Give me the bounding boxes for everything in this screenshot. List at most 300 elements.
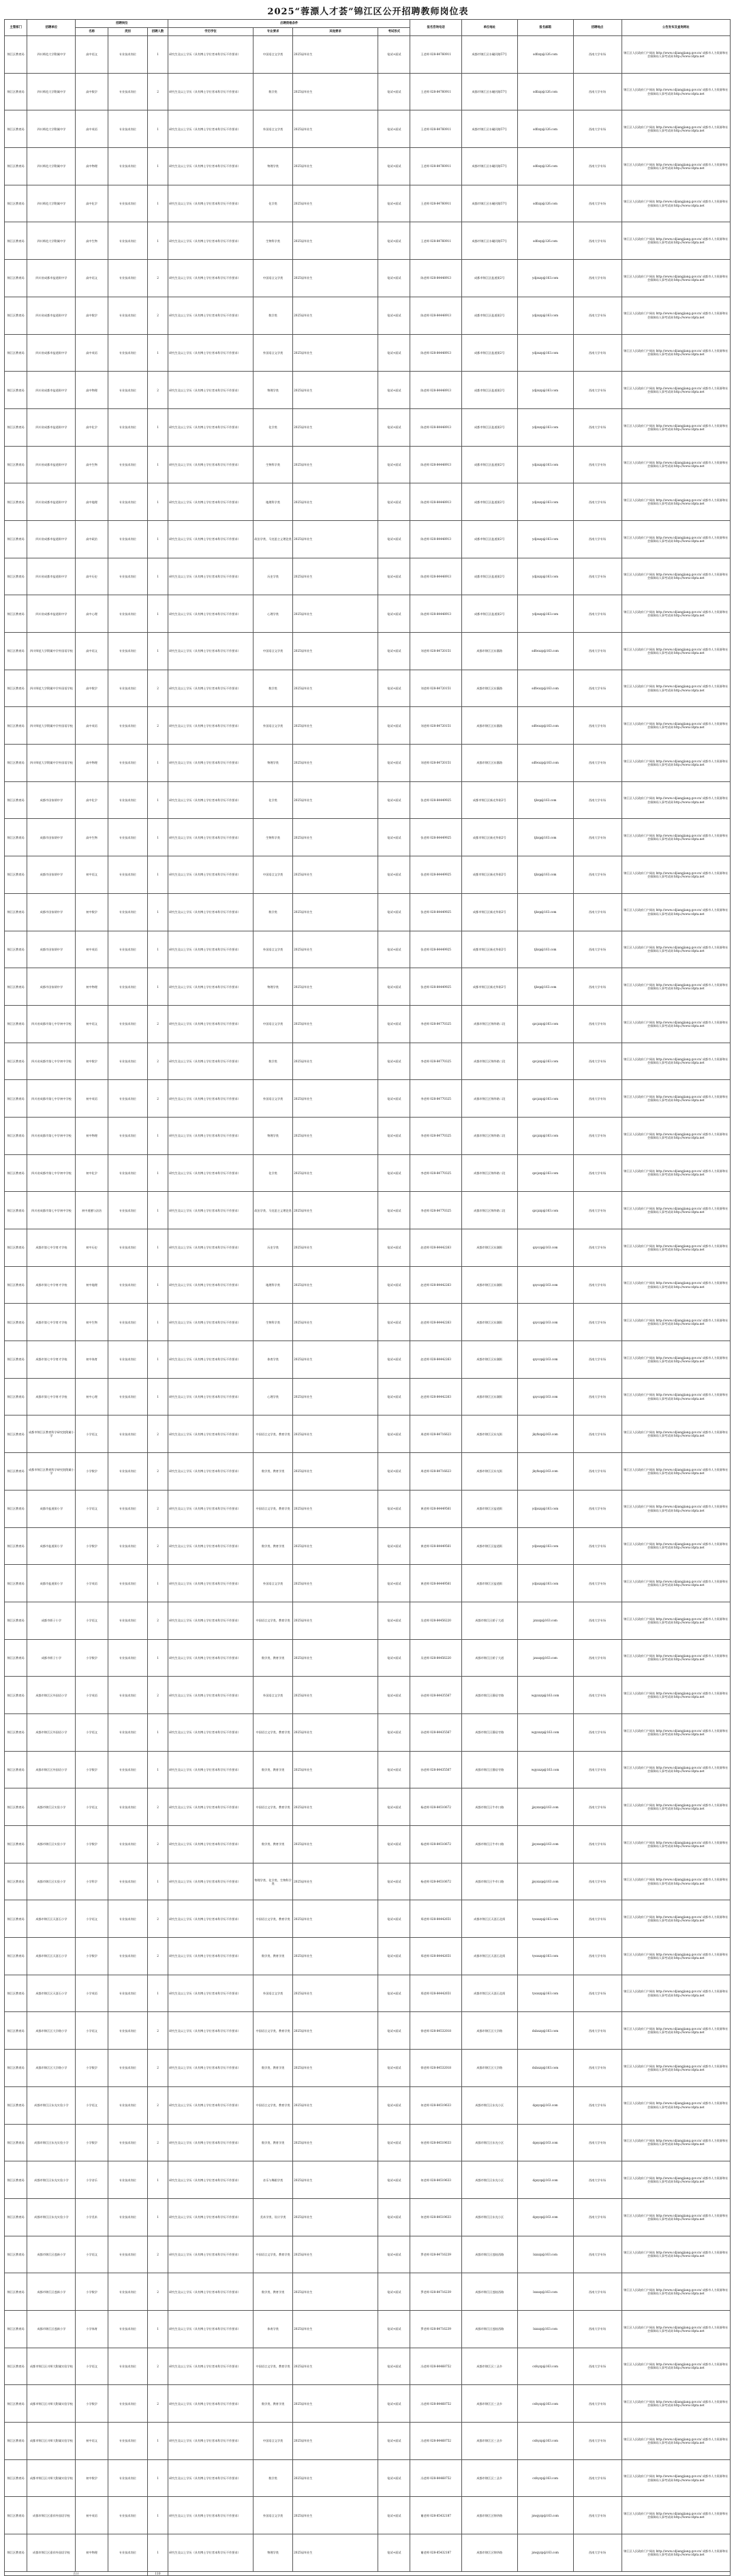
contact-cell: 郑老师 028-84442651 [410, 1938, 461, 1975]
exam-cell: 笔试+面试 [378, 36, 410, 74]
dept-cell: 锦江区教育局 [5, 2273, 27, 2311]
place-cell: 西南大学专场 [573, 2086, 622, 2124]
major-cell: 数学类、教育学类 [254, 2124, 293, 2161]
major-cell: 数学类、教育学类 [254, 2273, 293, 2311]
exam-cell: 笔试+面试 [378, 1378, 410, 1416]
other-cell: 2025届毕业生 [293, 334, 378, 372]
unit-cell: 成都市锦江区川师大附属实验学校 [27, 2423, 76, 2460]
contact-cell: 冯老师 028-84468752 [410, 2423, 461, 2460]
table-row [5, 2236, 731, 2273]
email-cell: jzxxzp@163.com [517, 1602, 573, 1639]
addr-cell: 成都市锦江区牛市口路 [461, 1863, 517, 1900]
major-cell: 生物科学类 [254, 819, 293, 856]
edu-cell: 研究生及以上学历（具有博士学位者本科学历不作要求） [168, 260, 254, 297]
post-type-cell: 专业技术岗位 [108, 1080, 147, 1118]
email-cell: ydjxxzp@163.com [517, 1527, 573, 1565]
post-type-cell: 专业技术岗位 [108, 1826, 147, 1863]
dept-cell: 锦江区教育局 [5, 1080, 27, 1118]
email-cell: tjbzp@163.com [517, 968, 573, 1006]
email-cell: tjbzp@163.com [517, 931, 573, 968]
unit-cell: 成都市第七中学育才学校 [27, 1266, 76, 1304]
remark-cell: 锦江区人民政府门户网站 http://www.cdjiangjiang.gov.cn/ 成都市人力资源和社会保障局人事考试网 http://www.cdpta.net [622, 931, 730, 968]
unit-cell: 成都市锦江区外国语小学 [27, 1713, 76, 1751]
post-type-cell: 专业技术岗位 [108, 1416, 147, 1453]
contact-cell: 何老师 028-84519633 [410, 2086, 461, 2124]
exam-cell: 笔试+面试 [378, 893, 410, 931]
other-cell: 2025届毕业生 [293, 968, 378, 1006]
contact-cell: 王老师 028-84760911 [410, 148, 461, 185]
remark-cell: 锦江区人民政府门户网站 http://www.cdjiangjiang.gov.cn/ 成都市人力资源和社会保障局人事考试网 http://www.cdpta.net [622, 1975, 730, 2012]
remark-cell: 锦江区人民政府门户网站 http://www.cdjiangjiang.gov.cn/ 成都市人力资源和社会保障局人事考试网 http://www.cdpta.net [622, 1527, 730, 1565]
post-type-cell: 专业技术岗位 [108, 1713, 147, 1751]
place-cell: 西南大学专场 [573, 1341, 622, 1379]
contact-cell: 孙老师 028-84435567 [410, 1751, 461, 1788]
email-cell: ydjzxzp@163.com [517, 297, 573, 334]
exam-cell: 笔试+面试 [378, 1304, 410, 1341]
other-cell: 2025届毕业生 [293, 148, 378, 185]
table-row [5, 297, 731, 334]
major-cell: 外国语言文学类 [254, 334, 293, 372]
remark-cell: 锦江区人民政府门户网站 http://www.cdjiangjiang.gov.cn/ 成都市人力资源和社会保障局人事考试网 http://www.cdpta.net [622, 781, 730, 819]
remark-cell: 锦江区人民政府门户网站 http://www.cdjiangjiang.gov.cn/ 成都市人力资源和社会保障局人事考试网 http://www.cdpta.net [622, 36, 730, 74]
other-cell: 2025届毕业生 [293, 1602, 378, 1639]
edu-cell: 研究生及以上学历（具有博士学位者本科学历不作要求） [168, 2534, 254, 2572]
place-cell: 西南大学专场 [573, 968, 622, 1006]
exam-cell: 笔试+面试 [378, 520, 410, 558]
edu-cell: 研究生及以上学历（具有博士学位者本科学历不作要求） [168, 2012, 254, 2050]
edu-cell: 研究生及以上学历（具有博士学位者本科学历不作要求） [168, 1154, 254, 1192]
post-name-cell: 初中地理 [76, 1266, 108, 1304]
unit-cell: 成都市田家炳中学 [27, 781, 76, 819]
email-cell: qzcjzzp@163.com [517, 1080, 573, 1118]
other-cell: 2025届毕业生 [293, 2086, 378, 2124]
post-type-cell: 专业技术岗位 [108, 110, 147, 148]
email-cell: qzcjzzp@163.com [517, 1005, 573, 1043]
unit-cell: 四川省成都市第七中学初中学校 [27, 1043, 76, 1080]
email-cell: sdfzzp@126.com [517, 36, 573, 74]
dept-cell: 锦江区教育局 [5, 781, 27, 819]
addr-cell: 成都市锦江区东光小区 [461, 2198, 517, 2236]
major-cell: 政治学类、马克思主义理论类 [254, 1192, 293, 1229]
addr-cell: 成都市锦江区三圣乡 [461, 2423, 517, 2460]
post-name-cell: 初中英语 [76, 1080, 108, 1118]
edu-cell: 研究生及以上学历（具有博士学位者本科学历不作要求） [168, 483, 254, 521]
remark-cell: 锦江区人民政府门户网站 http://www.cdjiangjiang.gov.cn/ 成都市人力资源和社会保障局人事考试网 http://www.cdpta.net [622, 707, 730, 745]
remark-cell: 锦江区人民政府门户网站 http://www.cdjiangjiang.gov.cn/ 成都市人力资源和社会保障局人事考试网 http://www.cdpta.net [622, 2310, 730, 2348]
dept-cell: 锦江区教育局 [5, 893, 27, 931]
major-cell: 数学类、教育学类 [254, 1938, 293, 1975]
count-cell: 2 [147, 1788, 168, 1826]
major-cell: 历史学类 [254, 1229, 293, 1267]
contact-cell: 何老师 028-84519633 [410, 2161, 461, 2199]
unit-cell: 成都市锦江区大学路小学 [27, 2050, 76, 2087]
addr-cell: 成都市锦江区盐道街2号 [461, 372, 517, 409]
post-type-cell: 专业技术岗位 [108, 2534, 147, 2572]
exam-cell: 笔试+面试 [378, 1639, 410, 1677]
dept-cell: 锦江区教育局 [5, 334, 27, 372]
other-cell: 2025届毕业生 [293, 520, 378, 558]
post-name-cell: 小学英语 [76, 1677, 108, 1714]
contact-cell: 李老师 028-84770325 [410, 1192, 461, 1229]
dept-cell: 锦江区教育局 [5, 1639, 27, 1677]
exam-cell: 笔试+面试 [378, 73, 410, 110]
post-name-cell: 初中数学 [76, 893, 108, 931]
major-cell: 化学类 [254, 781, 293, 819]
exam-cell: 笔试+面试 [378, 1938, 410, 1975]
table-row [5, 1565, 731, 1602]
major-cell: 外国语言文学类 [254, 1975, 293, 2012]
addr-cell: 成都市锦江区莲桂西路 [461, 2273, 517, 2311]
exam-cell: 笔试+面试 [378, 856, 410, 894]
unit-cell: 成都市第七中学育才学校 [27, 1378, 76, 1416]
addr-cell: 成都市锦江区东篱路 [461, 633, 517, 670]
table-row [5, 372, 731, 409]
remark-cell: 锦江区人民政府门户网站 http://www.cdjiangjiang.gov.cn/ 成都市人力资源和社会保障局人事考试网 http://www.cdpta.net [622, 2348, 730, 2385]
contact-cell: 陈老师 028-84448913 [410, 334, 461, 372]
place-cell: 西南大学专场 [573, 1192, 622, 1229]
major-cell: 生物科学类 [254, 446, 293, 483]
email-cell: dgsyzp@163.com [517, 2124, 573, 2161]
unit-cell: 成都市锦江区川师大附属实验学校 [27, 2385, 76, 2423]
count-cell: 1 [147, 2534, 168, 2572]
contact-cell: 徐老师 028-84532018 [410, 2012, 461, 2050]
post-type-cell: 专业技术岗位 [108, 856, 147, 894]
post-type-cell: 专业技术岗位 [108, 260, 147, 297]
count-cell: 2 [147, 2086, 168, 2124]
addr-cell: 成都市锦江区盐道街2号 [461, 520, 517, 558]
exam-cell: 笔试+面试 [378, 1341, 410, 1379]
post-name-cell: 初中心理 [76, 1378, 108, 1416]
remark-cell: 锦江区人民政府门户网站 http://www.cdjiangjiang.gov.cn/ 成都市人力资源和社会保障局人事考试网 http://www.cdpta.net [622, 2423, 730, 2460]
post-name-cell: 初中生物 [76, 1304, 108, 1341]
table-row [5, 893, 731, 931]
post-name-cell: 初中语文 [76, 2423, 108, 2460]
major-cell: 物理学类 [254, 1117, 293, 1154]
header-contact: 报名咨询电话 [410, 20, 461, 36]
edu-cell: 研究生及以上学历（具有博士学位者本科学历不作要求） [168, 1416, 254, 1453]
other-cell: 2025届毕业生 [293, 73, 378, 110]
contact-cell: 刘老师 028-84720151 [410, 670, 461, 707]
table-row [5, 185, 731, 222]
place-cell: 西南大学专场 [573, 73, 622, 110]
post-name-cell: 小学数学 [76, 1527, 108, 1565]
addr-cell: 成都市锦江区东光小区 [461, 2161, 517, 2199]
dept-cell: 锦江区教育局 [5, 2459, 27, 2497]
edu-cell: 研究生及以上学历（具有博士学位者本科学历不作要求） [168, 2310, 254, 2348]
header-unit: 招聘单位 [27, 20, 76, 36]
post-type-cell: 专业技术岗位 [108, 520, 147, 558]
other-cell: 2025届毕业生 [293, 483, 378, 521]
contact-cell: 罗老师 028-84716239 [410, 2310, 461, 2348]
major-cell: 数学类、教育学类 [254, 2050, 293, 2087]
addr-cell: 成都市锦江区静居寺路 [461, 1713, 517, 1751]
table-row [5, 1080, 731, 1118]
addr-cell: 成都市锦江区盐道街2号 [461, 260, 517, 297]
addr-cell: 成都市锦江区莲桂西路 [461, 2236, 517, 2273]
place-cell: 西南大学专场 [573, 260, 622, 297]
count-cell: 1 [147, 2161, 168, 2199]
table-row [5, 558, 731, 595]
contact-cell: 冯老师 028-84468752 [410, 2348, 461, 2385]
major-cell: 物理学类、化学类、生物科学类 [254, 1863, 293, 1900]
table-row [5, 1863, 731, 1900]
dept-cell: 锦江区教育局 [5, 856, 27, 894]
contact-cell: 陈老师 028-84448913 [410, 372, 461, 409]
place-cell: 西南大学专场 [573, 1080, 622, 1118]
post-name-cell: 初中英语 [76, 931, 108, 968]
dept-cell: 锦江区教育局 [5, 2497, 27, 2534]
post-type-cell: 专业技术岗位 [108, 2198, 147, 2236]
table-row [5, 222, 731, 260]
contact-cell: 陈老师 028-84448913 [410, 483, 461, 521]
contact-cell: 王老师 028-84760911 [410, 185, 461, 222]
table-row [5, 633, 731, 670]
post-name-cell: 小学语文 [76, 1490, 108, 1527]
contact-cell: 陈老师 028-84448913 [410, 408, 461, 446]
place-cell: 西南大学专场 [573, 1453, 622, 1491]
email-cell: lxxxzp@163.com [517, 2273, 573, 2311]
count-cell: 1 [147, 1304, 168, 1341]
dept-cell: 锦江区教育局 [5, 931, 27, 968]
other-cell: 2025届毕业生 [293, 2459, 378, 2497]
remark-cell: 锦江区人民政府门户网站 http://www.cdjiangjiang.gov.cn/ 成都市人力资源和社会保障局人事考试网 http://www.cdpta.net [622, 148, 730, 185]
count-cell: 1 [147, 110, 168, 148]
contact-cell: 何老师 028-84519633 [410, 2198, 461, 2236]
email-cell: tjbzp@163.com [517, 893, 573, 931]
edu-cell: 研究生及以上学历（具有博士学位者本科学历不作要求） [168, 1378, 254, 1416]
remark-cell: 锦江区人民政府门户网站 http://www.cdjiangjiang.gov.cn/ 成都市人力资源和社会保障局人事考试网 http://www.cdpta.net [622, 1117, 730, 1154]
post-type-cell: 专业技术岗位 [108, 707, 147, 745]
major-cell: 中国语言文学类、教育学类 [254, 1713, 293, 1751]
table-row [5, 446, 731, 483]
table-row [5, 2198, 731, 2236]
dept-cell: 锦江区教育局 [5, 2534, 27, 2572]
dept-cell: 锦江区教育局 [5, 1565, 27, 1602]
exam-cell: 笔试+面试 [378, 1602, 410, 1639]
addr-cell: 成都市锦江区盐道街 [461, 1527, 517, 1565]
other-cell: 2025届毕业生 [293, 1005, 378, 1043]
exam-cell: 笔试+面试 [378, 633, 410, 670]
other-cell: 2025届毕业生 [293, 2385, 378, 2423]
table-row [5, 819, 731, 856]
edu-cell: 研究生及以上学历（具有博士学位者本科学历不作要求） [168, 2423, 254, 2460]
post-type-cell: 专业技术岗位 [108, 1453, 147, 1491]
count-cell: 1 [147, 1192, 168, 1229]
dept-cell: 锦江区教育局 [5, 1863, 27, 1900]
major-cell: 化学类 [254, 1154, 293, 1192]
place-cell: 西南大学专场 [573, 781, 622, 819]
major-cell: 数学类、教育学类 [254, 1751, 293, 1788]
count-cell: 2 [147, 1453, 168, 1491]
post-type-cell: 专业技术岗位 [108, 1304, 147, 1341]
post-name-cell: 小学数学 [76, 1639, 108, 1677]
count-cell: 1 [147, 520, 168, 558]
edu-cell: 研究生及以上学历（具有博士学位者本科学历不作要求） [168, 520, 254, 558]
major-cell: 体育学类 [254, 2310, 293, 2348]
exam-cell: 笔试+面试 [378, 297, 410, 334]
count-cell: 2 [147, 670, 168, 707]
contact-cell: 张老师 028-84449925 [410, 931, 461, 968]
major-cell: 美术学类、设计学类 [254, 2198, 293, 2236]
email-cell: wgyxxzp@163.com [517, 1713, 573, 1751]
major-cell: 中国语言文学类、教育学类 [254, 2012, 293, 2050]
other-cell: 2025届毕业生 [293, 2310, 378, 2348]
exam-cell: 笔试+面试 [378, 2310, 410, 2348]
dept-cell: 锦江区教育局 [5, 1229, 27, 1267]
edu-cell: 研究生及以上学历（具有博士学位者本科学历不作要求） [168, 334, 254, 372]
post-name-cell: 高中数学 [76, 73, 108, 110]
other-cell: 2025届毕业生 [293, 372, 378, 409]
email-cell: tjbzp@163.com [517, 781, 573, 819]
table-row [5, 483, 731, 521]
unit-cell: 成都市第七中学育才学校 [27, 1341, 76, 1379]
major-cell: 数学类 [254, 2459, 293, 2497]
table-row [5, 1043, 731, 1080]
post-name-cell: 高中语文 [76, 633, 108, 670]
count-cell: 2 [147, 1416, 168, 1453]
addr-cell: 成都市锦江区三圣乡 [461, 2385, 517, 2423]
major-cell: 地理科学类 [254, 1266, 293, 1304]
count-cell: 2 [147, 1527, 168, 1565]
header-count: 招聘人数 [147, 28, 168, 36]
other-cell: 2025届毕业生 [293, 558, 378, 595]
exam-cell: 笔试+面试 [378, 1490, 410, 1527]
remark-cell: 锦江区人民政府门户网站 http://www.cdjiangjiang.gov.cn/ 成都市人力资源和社会保障局人事考试网 http://www.cdpta.net [622, 819, 730, 856]
edu-cell: 研究生及以上学历（具有博士学位者本科学历不作要求） [168, 931, 254, 968]
other-cell: 2025届毕业生 [293, 222, 378, 260]
email-cell: qzcjzzp@163.com [517, 1043, 573, 1080]
major-cell: 数学类、教育学类 [254, 2385, 293, 2423]
place-cell: 西南大学专场 [573, 2198, 622, 2236]
header-remark: 公告发布及查询网址 [622, 20, 730, 36]
addr-cell: 成都市锦江区盐道街 [461, 1565, 517, 1602]
edu-cell: 研究生及以上学历（具有博士学位者本科学历不作要求） [168, 1900, 254, 1938]
unit-cell: 成都市田家炳中学 [27, 856, 76, 894]
unit-cell: 四川省成都市盐道街中学 [27, 372, 76, 409]
table-row [5, 2012, 731, 2050]
table-row [5, 2273, 731, 2311]
place-cell: 西南大学专场 [573, 707, 622, 745]
unit-cell: 成都市锦江区嘉祥外国语学校 [27, 2497, 76, 2534]
addr-cell: 成都市锦江区静居寺路 [461, 1677, 517, 1714]
other-cell: 2025届毕业生 [293, 1192, 378, 1229]
exam-cell: 笔试+面试 [378, 2497, 410, 2534]
contact-cell: 徐老师 028-84532018 [410, 2050, 461, 2087]
email-cell: ydjzxzp@163.com [517, 558, 573, 595]
email-cell: sdfzzp@126.com [517, 73, 573, 110]
unit-cell: 成都市第七中学育才学校 [27, 1304, 76, 1341]
count-cell: 1 [147, 819, 168, 856]
edu-cell: 研究生及以上学历（具有博士学位者本科学历不作要求） [168, 2161, 254, 2199]
remark-cell: 锦江区人民政府门户网站 http://www.cdjiangjiang.gov.cn/ 成都市人力资源和社会保障局人事考试网 http://www.cdpta.net [622, 222, 730, 260]
dept-cell: 锦江区教育局 [5, 260, 27, 297]
post-name-cell: 初中物理 [76, 1117, 108, 1154]
remark-cell: 锦江区人民政府门户网站 http://www.cdjiangjiang.gov.cn/ 成都市人力资源和社会保障局人事考试网 http://www.cdpta.net [622, 2086, 730, 2124]
major-cell: 数学类 [254, 893, 293, 931]
table-row [5, 2161, 731, 2199]
post-type-cell: 专业技术岗位 [108, 73, 147, 110]
remark-cell: 锦江区人民政府门户网站 http://www.cdjiangjiang.gov.cn/ 成都市人力资源和社会保障局人事考试网 http://www.cdpta.net [622, 2124, 730, 2161]
contact-cell: 谢老师 028-85432187 [410, 2534, 461, 2572]
count-cell: 1 [147, 36, 168, 74]
table-row [5, 110, 731, 148]
edu-cell: 研究生及以上学历（具有博士学位者本科学历不作要求） [168, 781, 254, 819]
contact-cell: 张老师 028-84449925 [410, 819, 461, 856]
header-email: 报名邮箱 [517, 20, 573, 36]
major-cell: 数学类、教育学类 [254, 1639, 293, 1677]
post-name-cell: 小学语文 [76, 2012, 108, 2050]
addr-cell: 成都市锦江区东湖街 [461, 1341, 517, 1379]
post-name-cell: 小学语文 [76, 2086, 108, 2124]
remark-cell: 锦江区人民政府门户网站 http://www.cdjiangjiang.gov.cn/ 成都市人力资源和社会保障局人事考试网 http://www.cdpta.net [622, 1900, 730, 1938]
dept-cell: 锦江区教育局 [5, 446, 27, 483]
addr-cell: 成都市锦江区牛市口路 [461, 1826, 517, 1863]
email-cell: dgsyzp@163.com [517, 2086, 573, 2124]
count-cell: 2 [147, 2348, 168, 2385]
remark-cell: 锦江区人民政府门户网站 http://www.cdjiangjiang.gov.cn/ 成都市人力资源和社会保障局人事考试网 http://www.cdpta.net [622, 2161, 730, 2199]
major-cell: 外国语言文学类 [254, 1677, 293, 1714]
other-cell: 2025届毕业生 [293, 2161, 378, 2199]
addr-cell: 成都市锦江区东光街 [461, 1416, 517, 1453]
post-type-cell: 专业技术岗位 [108, 633, 147, 670]
edu-cell: 研究生及以上学历（具有博士学位者本科学历不作要求） [168, 1751, 254, 1788]
count-cell: 2 [147, 1043, 168, 1080]
post-type-cell: 专业技术岗位 [108, 595, 147, 633]
place-cell: 西南大学专场 [573, 2310, 622, 2348]
unit-cell: 四川省成都市第七中学初中学校 [27, 1005, 76, 1043]
email-cell: dgsyzp@163.com [517, 2198, 573, 2236]
remark-cell: 锦江区人民政府门户网站 http://www.cdjiangjiang.gov.cn/ 成都市人力资源和社会保障局人事考试网 http://www.cdpta.net [622, 1192, 730, 1229]
addr-cell: 成都市锦江区盐道街2号 [461, 446, 517, 483]
major-cell: 数学类、教育学类 [254, 1453, 293, 1491]
dept-cell: 锦江区教育局 [5, 2050, 27, 2087]
dept-cell: 锦江区教育局 [5, 297, 27, 334]
other-cell: 2025届毕业生 [293, 1080, 378, 1118]
count-cell: 1 [147, 446, 168, 483]
count-cell: 2 [147, 297, 168, 334]
count-cell: 1 [147, 1154, 168, 1192]
count-cell: 2 [147, 2012, 168, 2050]
count-cell: 1 [147, 2310, 168, 2348]
unit-cell: 成都市锦江区莲新小学 [27, 2310, 76, 2348]
unit-cell: 成都市娇子小学 [27, 1602, 76, 1639]
place-cell: 西南大学专场 [573, 1639, 622, 1677]
edu-cell: 研究生及以上学历（具有博士学位者本科学历不作要求） [168, 110, 254, 148]
addr-cell: 成都市锦江区东光小区 [461, 2086, 517, 2124]
dept-cell: 锦江区教育局 [5, 2236, 27, 2273]
recruitment-table [4, 19, 731, 2576]
addr-cell: 成都市锦江区大学路 [461, 2012, 517, 2050]
edu-cell: 研究生及以上学历（具有博士学位者本科学历不作要求） [168, 707, 254, 745]
place-cell: 西南大学专场 [573, 334, 622, 372]
table-row [5, 595, 731, 633]
major-cell: 中国语言文学类、教育学类 [254, 2086, 293, 2124]
edu-cell: 研究生及以上学历（具有博士学位者本科学历不作要求） [168, 2497, 254, 2534]
edu-cell: 研究生及以上学历（具有博士学位者本科学历不作要求） [168, 1713, 254, 1751]
exam-cell: 笔试+面试 [378, 1565, 410, 1602]
email-cell: qzyczp@163.com [517, 1304, 573, 1341]
remark-cell: 锦江区人民政府门户网站 http://www.cdjiangjiang.gov.cn/ 成都市人力资源和社会保障局人事考试网 http://www.cdpta.net [622, 110, 730, 148]
dept-cell: 锦江区教育局 [5, 1378, 27, 1416]
major-cell: 中国语言文学类 [254, 856, 293, 894]
post-name-cell: 小学数学 [76, 1751, 108, 1788]
post-type-cell: 专业技术岗位 [108, 893, 147, 931]
exam-cell: 笔试+面试 [378, 1713, 410, 1751]
count-cell: 2 [147, 1005, 168, 1043]
email-cell: qzyczp@163.com [517, 1341, 573, 1379]
addr-cell: 成都市锦江区锦华路二段 [461, 1192, 517, 1229]
remark-cell: 锦江区人民政府门户网站 http://www.cdjiangjiang.gov.cn/ 成都市人力资源和社会保障局人事考试网 http://www.cdpta.net [622, 2497, 730, 2534]
